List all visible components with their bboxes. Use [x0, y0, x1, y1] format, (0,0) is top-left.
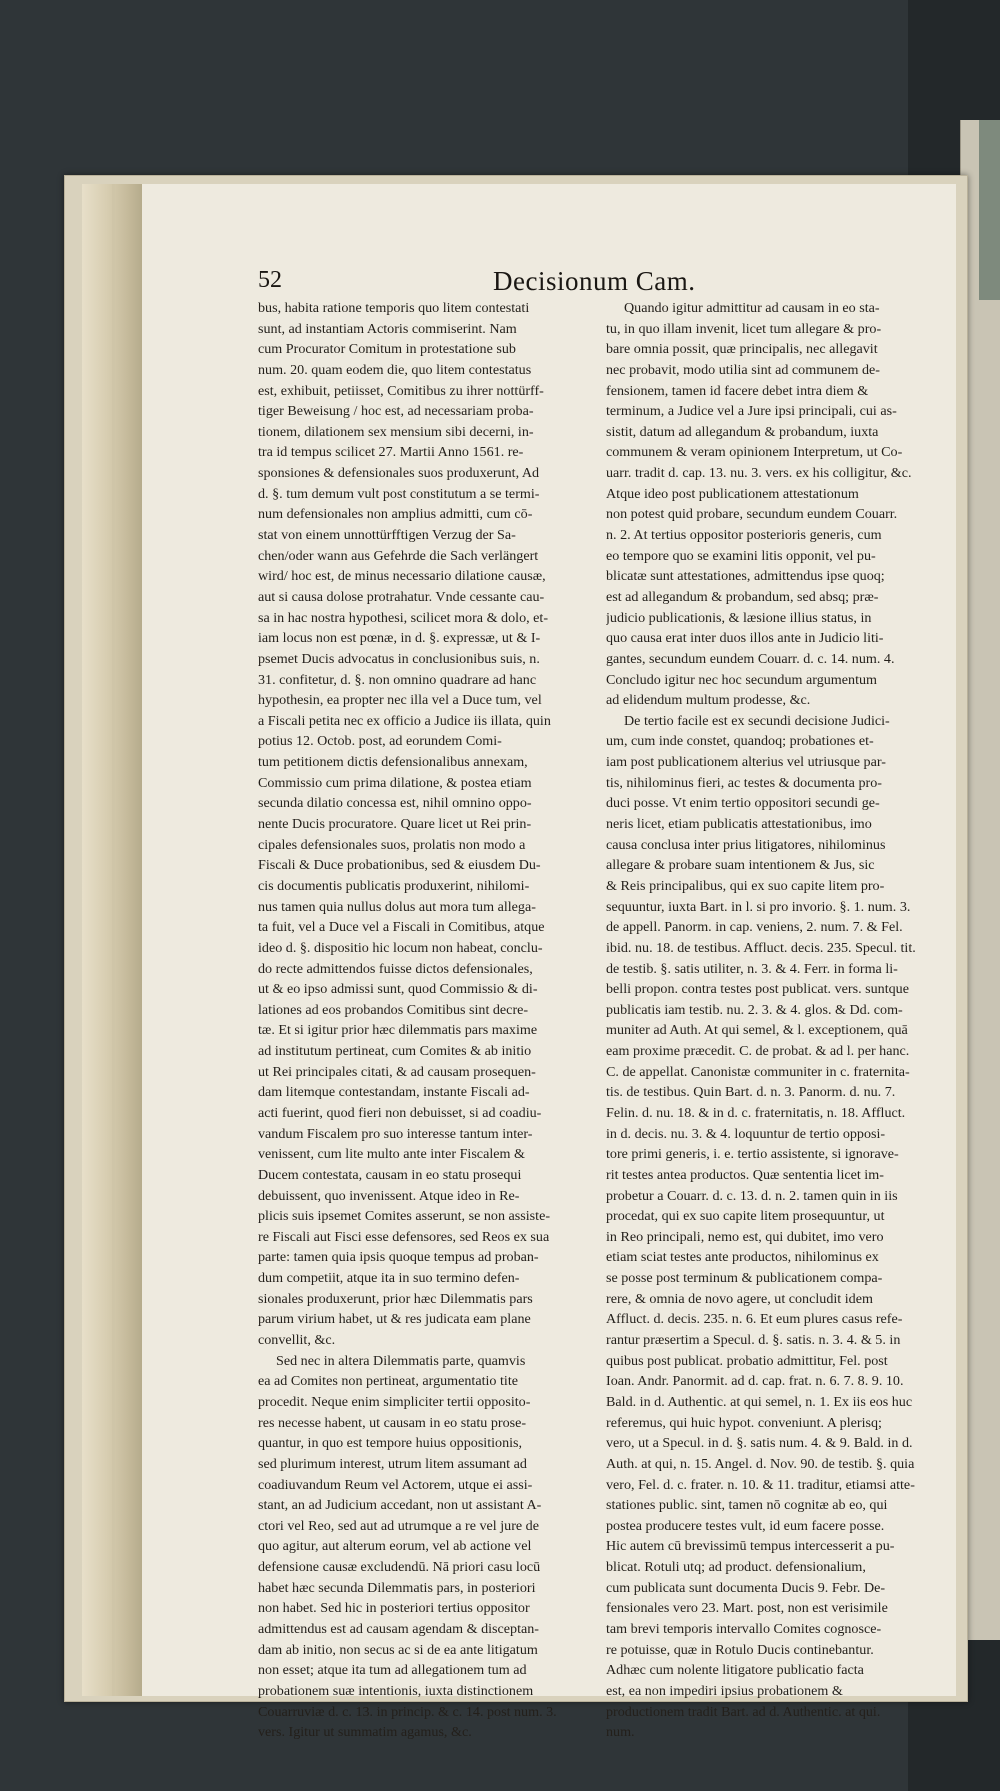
text-line: secunda dilatio concessa est, nihil omnino oppo- — [258, 795, 532, 812]
text-line: probationem suæ intentionis, iuxta distinctionem — [258, 1682, 534, 1699]
text-line: uarr. tradit d. cap. 13. nu. 3. vers. ex his colligitur, &c. — [606, 465, 912, 482]
text-line: tu, in quo illam invenit, licet tum allegare & pro- — [606, 320, 882, 337]
text-line: Quando igitur admittitur ad causam in eo sta- — [624, 300, 880, 316]
book-gutter — [82, 184, 142, 1696]
text-line: vero, ut a Specul. in d. §. satis num. 4. & 9. Bald. in d. — [606, 1435, 913, 1452]
text-line: ctori vel Reo, sed aut ad utrumque a re vel jure de — [258, 1517, 539, 1534]
running-head: Decisionum Cam. — [493, 266, 696, 296]
text-line: cipales defensionales suos, prolatis non modo a — [258, 836, 526, 853]
text-line: defensione causæ excludendū. Nā priori casu locū — [258, 1559, 541, 1576]
text-line: gantes, secundum eundem Couarr. d. c. 14. num. 4. — [606, 650, 895, 667]
text-line: in Reo principali, nemo est, qui dubitet, imo vero — [606, 1228, 884, 1245]
text-line: dam ab initio, non secus ac si de ea ante litigatum — [258, 1641, 538, 1658]
text-line: nec probavit, modo utilia sint ad communem de- — [606, 361, 880, 378]
text-line: rit testes antea productos. Quæ sententia licet im- — [606, 1166, 884, 1183]
text-line: tiger Beweisung / hoc est, ad necessariam proba- — [258, 403, 534, 420]
text-line: non esset; atque ita tum ad allegationem tum ad — [258, 1662, 527, 1679]
text-line: tore primi generis, i. e. tertio assistente, si ignorave- — [606, 1146, 899, 1163]
text-line: est, ea non impediri ipsius probationem & — [606, 1682, 843, 1699]
text-line: aut si causa dolose protrahatur. Vnde cessante cau- — [258, 588, 545, 605]
text-line: lationes ad eos probandos Comitibus sint decre- — [258, 1001, 529, 1018]
text-line: dam litemque contestandam, instante Fiscali ad- — [258, 1084, 530, 1101]
text-line: tis, nihilominus fieri, ac testes & documenta pro- — [606, 774, 882, 791]
text-line: communem & veram opinionem Interpretum, ut Co- — [606, 444, 903, 461]
text-line: ut & eo ipso admissi sunt, quod Commissio & di- — [258, 981, 538, 998]
text-line: procedit. Neque enim simpliciter tertii opposito- — [258, 1393, 531, 1410]
text-line: quo agitur, aut alterum eorum, vel ab actione vel — [258, 1538, 532, 1555]
text-line: vero, Fel. d. c. frater. n. 10. & 11. traditur, etiamsi atte- — [606, 1476, 915, 1493]
text-line: acti fuerint, quod fieri non debuisset, si ad coadiu- — [258, 1104, 542, 1121]
text-line: admittendus est ad causam agendam & disceptan- — [258, 1621, 540, 1637]
text-line: ad institutum pertineat, cum Comites & ab initio — [258, 1043, 532, 1060]
text-line: Auth. at qui, n. 15. Angel. d. Nov. 90. de testib. §. quia — [606, 1455, 915, 1472]
text-line: non potest quid probare, secundum eundem Couarr. — [606, 506, 898, 523]
text-line: plicis suis ipsemet Comites asserunt, se non assiste- — [258, 1208, 551, 1225]
text-line: neris licet, etiam publicatis attestationibus, imo — [606, 816, 872, 833]
text-line: debuissent, quo invenissent. Atque ideo in Re- — [258, 1187, 520, 1204]
text-line: ut Rei principales citati, & ad causam prosequen- — [258, 1063, 536, 1080]
text-line: iam locus non est pœnæ, in d. §. expressæ, ut & I- — [258, 630, 541, 647]
text-line: um, cum inde constet, quandoq; probationes et- — [606, 733, 874, 750]
text-line: Ioan. Andr. Panormit. ad d. cap. frat. n. 6. 7. 8. 9. 10. — [606, 1373, 904, 1390]
text-line: sionales produxerunt, prior hæc Dilemmatis pars — [258, 1290, 533, 1307]
text-line: sa in hac nostra hypothesi, scilicet mora & dolo, et- — [258, 609, 549, 626]
text-line: muniter ad Auth. At qui semel, & l. exceptionem, quā — [606, 1022, 908, 1039]
text-line: vers. Igitur ut summatim agamus, &c. — [258, 1724, 472, 1741]
text-line: tum petitionem dictis defensionalibus annexam, — [258, 754, 528, 771]
text-line: chen/oder wann aus Gefehrde die Sach verlängert — [258, 547, 539, 564]
page-header — [258, 267, 918, 301]
text-line: re potuisse, quæ in Rotulo Ducis continebantur. — [606, 1641, 874, 1658]
text-line: sponsiones & defensionales suos produxerunt, Ad — [258, 465, 540, 482]
text-line: num. — [606, 1724, 635, 1741]
text-line: bare omnia possit, quæ principalis, nec allegavit — [606, 341, 878, 358]
text-line: causa conclusa inter prius litigatores, nihilominus — [606, 836, 886, 853]
text-line: est ad allegandum & probandum, sed absq; præ- — [606, 588, 879, 605]
page-number: 52 — [258, 267, 282, 293]
text-line: stationes public. sint, tamen nō cognitæ ab eo, qui — [606, 1497, 888, 1514]
text-line: de appell. Panorm. in cap. veniens, 2. num. 7. & Fel. — [606, 919, 903, 936]
text-line: do recte admittendos fuisse dictos defensionales, — [258, 960, 533, 977]
left-text-column — [258, 298, 593, 1743]
text-line: Adhæc cum nolente litigatore publicatio facta — [606, 1662, 864, 1679]
text-line: Couarruviæ d. c. 13. in princip. & c. 14. post num. 3. — [258, 1703, 557, 1720]
text-line: potius 12. Octob. post, ad eorundem Comi- — [258, 733, 502, 750]
text-line: sequuntur, iuxta Bart. in l. si pro invorio. §. 1. num. 3. — [606, 898, 911, 915]
text-line: Commissio cum prima dilatione, & postea etiam — [258, 774, 532, 791]
text-line: allegare & probare suam intentionem & Jus, sic — [606, 857, 875, 874]
text-line: procedat, qui ex suo capite litem prosequuntur, ut — [606, 1208, 885, 1225]
text-line: Fiscali & Duce probationibus, sed & eiusdem Du- — [258, 857, 541, 874]
text-line: cum Procurator Comitum in protestatione sub — [258, 341, 516, 358]
text-line: iam post publicationem alterius vel utriusque par- — [606, 754, 886, 771]
gutter-fold — [112, 184, 115, 1696]
text-line: se posse post terminum & publicationem compa- — [606, 1270, 883, 1287]
text-line: tis. de testibus. Quin Bart. d. n. 3. Panorm. d. nu. 7. — [606, 1084, 896, 1101]
text-line: coadiuvandum Reum vel Actorem, utque ei assi- — [258, 1476, 533, 1493]
text-line: parte: tamen quia ipsis quoque tempus ad proban- — [258, 1249, 539, 1266]
text-line: tra id tempus scilicet 27. Martii Anno 1561. re- — [258, 444, 524, 461]
text-line: a Fiscali petita nec ex officio a Judice iis illata, quin — [258, 712, 551, 729]
text-line: ibid. nu. 18. de testibus. Affluct. decis. 235. Specul. tit. — [606, 939, 916, 956]
text-line: duci posse. Vt enim tertio oppositori secundi ge- — [606, 795, 880, 812]
text-line: sed plurimum interest, utrum litem assumant ad — [258, 1455, 527, 1472]
text-line: C. de appellat. Canonistæ communiter in c. fraternita- — [606, 1063, 910, 1080]
text-line: probetur a Couarr. d. c. 13. d. n. 2. tamen quin in iis — [606, 1187, 898, 1204]
text-line: fensionem, tamen id facere debet intra diem & — [606, 382, 869, 399]
text-line: fensionales vero 23. Mart. post, non est verisimile — [606, 1600, 888, 1617]
text-line: Felin. d. nu. 18. & in d. c. fraternitatis, n. 18. Affluct. — [606, 1104, 906, 1121]
text-line: tam brevi temporis intervallo Comites cognosce- — [606, 1621, 882, 1637]
text-line: cum publicata sunt documenta Ducis 9. Febr. De- — [606, 1579, 886, 1596]
text-line: sistit, datum ad allegandum & probandum, iuxta — [606, 423, 879, 440]
text-line: publicatis iam testib. nu. 2. 3. & 4. glos. & Dd. com- — [606, 1001, 903, 1018]
text-line: de testib. §. satis utiliter, n. 3. & 4. Ferr. in forma li- — [606, 960, 898, 977]
text-line: & Reis principalibus, qui ex suo capite litem pro- — [606, 877, 885, 894]
text-line: nente Ducis procuratore. Quare licet ut Rei prin- — [258, 816, 532, 833]
text-line: Affluct. d. decis. 235. n. 6. Et eum plures casus refe- — [606, 1311, 903, 1328]
text-line: eo tempore quo se examini litis opponit, vel pu- — [606, 547, 876, 564]
text-line: 31. confitetur, d. §. non omnino quadrare ad hanc — [258, 671, 537, 688]
text-line: ta fuit, vel a Duce vel a Fiscali in Comitibus, atque — [258, 919, 545, 936]
text-line: tionem, dilationem sex mensium sibi decerni, in- — [258, 423, 534, 440]
text-line: num defensionales non amplius admitti, cum cō- — [258, 506, 533, 523]
text-line: blicat. Rotuli utq; ad product. defensionalium, — [606, 1559, 866, 1576]
text-line: stant, an ad Judicium accedant, non ut assistant A- — [258, 1497, 542, 1514]
text-line: productionem tradit Bart. ad d. Authentic. at qui. — [606, 1703, 881, 1720]
text-line: hypothesin, ea propter nec illa vel a Duce tum, vel — [258, 692, 542, 709]
text-line: d. §. tum demum vult post constitutum a se termi- — [258, 485, 540, 502]
text-line: bus, habita ratione temporis quo litem contestati — [258, 300, 530, 316]
text-line: num. 20. quam eodem die, quo litem contestatus — [258, 361, 532, 378]
text-line: sunt, ad instantiam Actoris commiserint. Nam — [258, 320, 517, 337]
text-line: belli propon. contra testes post publicat. vers. suntque — [606, 981, 909, 998]
text-line: blicatæ sunt attestationes, admittendus ipse quoq; — [606, 568, 885, 585]
text-line: tæ. Et si igitur prior hæc dilemmatis pars maxime — [258, 1022, 538, 1039]
text-line: rere, & omnia de novo agere, ut concludit idem — [606, 1290, 873, 1307]
text-line: est, exhibuit, petiisset, Comitibus zu ihrer nottürff- — [258, 382, 544, 399]
text-line: dum competiit, atque ita in suo termino defen- — [258, 1270, 520, 1287]
text-line: postea producere testes vult, id eum facere posse. — [606, 1517, 885, 1534]
text-line: quantur, in quo est tempore huius oppositionis, — [258, 1435, 523, 1452]
text-line: Concludo igitur nec hoc secundum argumentum — [606, 671, 877, 688]
text-line: referemus, qui huic hypot. conveniunt. A plerisq; — [606, 1414, 882, 1431]
text-line: Bald. in d. Authentic. at qui semel, n. 1. Ex iis eos huc — [606, 1393, 913, 1410]
text-line: n. 2. At tertius oppositor posterioris generis, cum — [606, 527, 882, 544]
text-line: terminum, a Judice vel a Jure ipsi principali, cui as- — [606, 403, 897, 420]
text-line: De tertio facile est ex secundi decisione Judici- — [624, 712, 890, 729]
text-line: res necesse habent, ut causam in eo statu prose- — [258, 1414, 527, 1431]
text-line: quo causa erat inter duos illos ante in Judicio liti- — [606, 630, 884, 647]
text-line: habet hæc secunda Dilemmatis pars, in posteriori — [258, 1579, 536, 1596]
text-line: cis documentis publicatis produxerint, nihilomi- — [258, 877, 530, 894]
text-line: vandum Fiscalem pro suo interesse tantum inter- — [258, 1125, 533, 1142]
text-line: venissent, cum lite multo ante inter Fiscalem & — [258, 1146, 525, 1163]
text-line: ad elidendum multum prodesse, &c. — [606, 692, 811, 709]
text-line: non habet. Sed hic in posteriori tertius oppositor — [258, 1600, 530, 1617]
text-line: wird/ hoc est, de minus necessario dilatione causæ, — [258, 568, 546, 585]
text-line: quibus post publicat. probatio admittitur, Fel. post — [606, 1352, 888, 1369]
text-line: nus tamen quia nullus dolus aut mora tum allega- — [258, 898, 536, 915]
text-line: Atque ideo post publicationem attestationum — [606, 485, 859, 502]
text-line: re Fiscali aut Fisci esse defensores, sed Reos ex sua — [258, 1228, 550, 1245]
text-line: etiam sciat testes ante productos, nihilominus ex — [606, 1249, 879, 1266]
text-line: stat von einem unnottürfftigen Verzug der Sa- — [258, 527, 516, 544]
text-line: ideo d. §. dispositio hic locum non habeat, conclu- — [258, 939, 543, 956]
text-line: eam proxime præcedit. C. de probat. & ad l. per hanc. — [606, 1043, 910, 1060]
text-line: ea ad Comites non pertineat, argumentatio tite — [258, 1373, 519, 1390]
text-line: parum virium habet, ut & res judicata eam plane — [258, 1311, 531, 1328]
text-line: in d. decis. nu. 3. & 4. loquuntur de tertio opposi- — [606, 1125, 886, 1142]
text-line: rantur præsertim a Specul. d. §. satis. n. 3. 4. & 5. in — [606, 1332, 901, 1349]
text-line: judicio publicationis, & læsione illius status, in — [606, 609, 872, 626]
text-line: psemet Ducis advocatus in conclusionibus suis, n. — [258, 650, 540, 667]
right-text-column — [606, 298, 941, 1743]
text-line: convellit, &c. — [258, 1332, 336, 1349]
book-cover-corner — [979, 120, 1000, 300]
text-line: Hic autem cū brevissimū tempus intercesserit a pu- — [606, 1538, 895, 1555]
text-line: Ducem contestata, causam in eo statu prosequi — [258, 1166, 522, 1183]
text-line: Sed nec in altera Dilemmatis parte, quamvis — [276, 1352, 526, 1369]
